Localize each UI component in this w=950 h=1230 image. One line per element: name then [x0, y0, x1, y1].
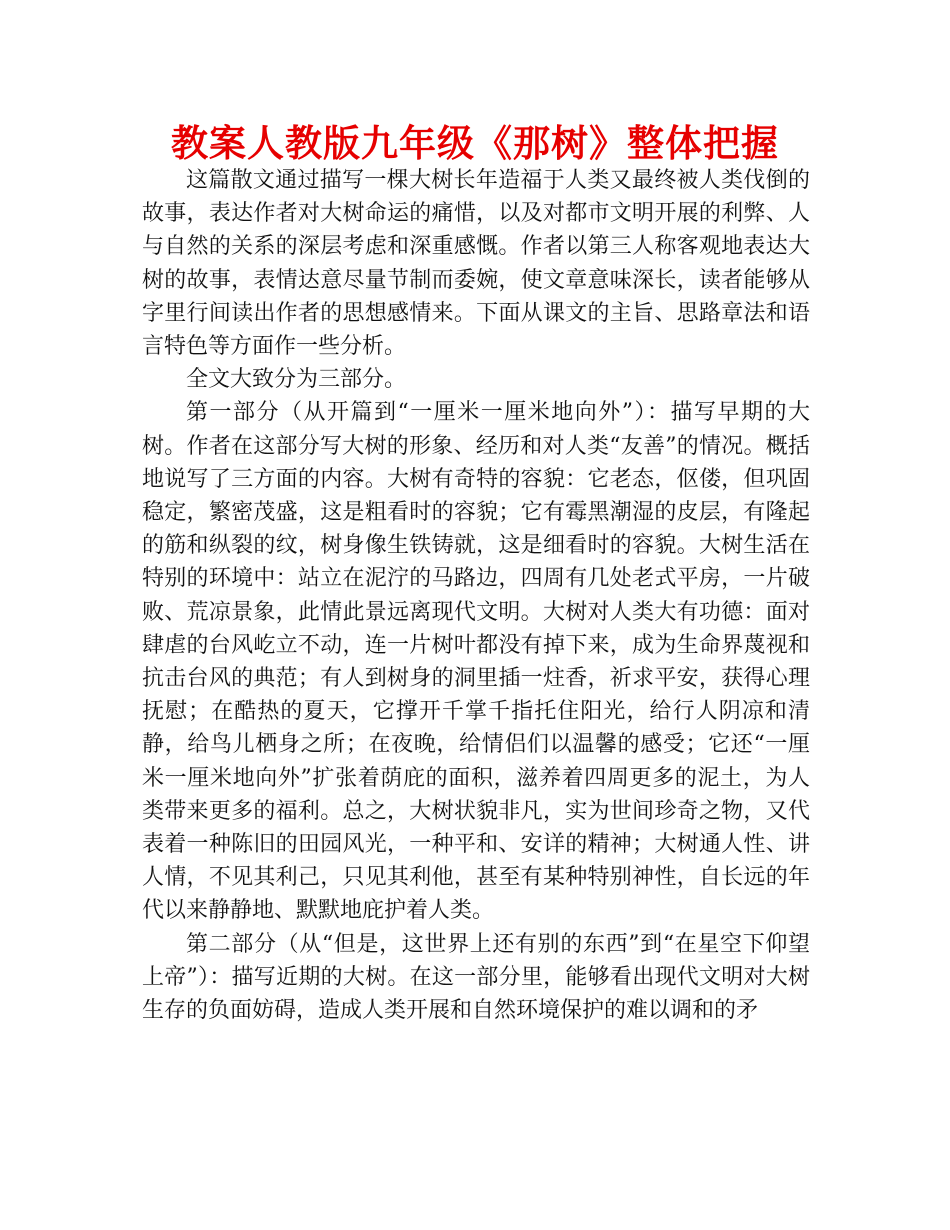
paragraph-intro: 这篇散文通过描写一棵大树长年造福于人类又最终被人类伐倒的故事，表达作者对大树命运的痛惜，以及对都市文明开展的利弊、人与自然的关系的深层考虑和深重感慨。作者以第三人称客观地表达大树的故事，表情达意尽量节制而委婉，使文章意味深长，读者能够从字里行间读出作者的思想感情来。下面从课文的主旨、思路章法和语言特色等方面作一些分析。 — [142, 168, 810, 360]
page-title: 教案人教版九年级《那树》整体把握 — [171, 122, 779, 165]
paragraph-part-one: 第一部分（从开篇到“一厘米一厘米地向外”）：描写早期的大树。作者在这部分写大树的形象、经历和对人类“友善”的情况。概括地说写了三方面的内容。大树有奇特的容貌：它老态，伛偻，但巩固稳定，繁密茂盛，这是粗看时的容貌；它有霉黑潮湿的皮层，有隆起的筋和纵裂的纹，树身像生铁铸就，这是细看时的容貌。大树生活在特别的环境中：站立在泥泞的马路边，四周有几处老式平房，一片破败、荒凉景象，此情此景远离现代文明。大树对人类大有功德：面对肆虐的台风屹立不动，连一片树叶都没有掉下来，成为生命界蔑视和抗击台风的典范；有人到树身的洞里插一炷香，祈求平安，获得心理抚慰；在酷热的夏天，它撑开千掌千指托住阳光，给行人阴凉和清静，给鸟儿栖身之所；在夜晚，给情侣们以温馨的感受；它还“一厘米一厘米地向外”扩张着荫庇的面积，滋养着四周更多的泥土，为人类带来更多的福利。总之，大树状貌非凡，实为世间珍奇之物，又代表着一种陈旧的田园风光，一种平和、安详的精神；大树通人性、讲人情，不见其利己，只见其利他，甚至有某种特别神性，自长远的年代以来静静地、默默地庇护着人类。 — [142, 400, 810, 924]
paragraph-part-two: 第二部分（从“但是，这世界上还有别的东西”到“在星空下仰望上帝”）：描写近期的大树。在这一部分里，能够看出现代文明对大树生存的负面妨碍，造成人类开展和自然环境保护的难以调和的矛 — [142, 931, 810, 1024]
document-body — [142, 164, 810, 1027]
paragraph-structure: 全文大致分为三部分。 — [186, 367, 407, 393]
